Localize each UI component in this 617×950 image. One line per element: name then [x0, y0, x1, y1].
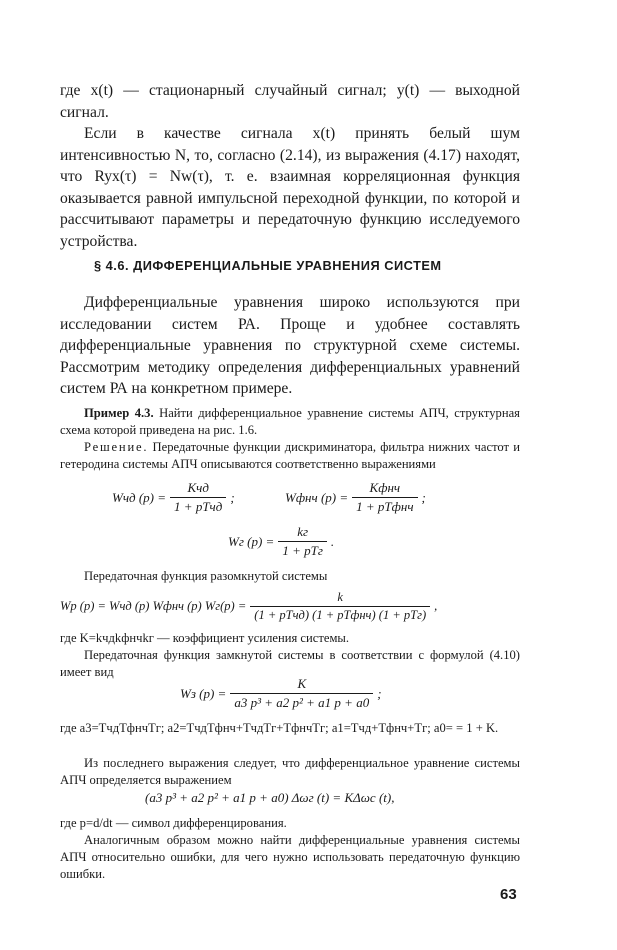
paragraph-closed-loop: Передаточная функция замкнутой системы в соответствии с формулой (4.10) имеет вид — [60, 648, 520, 679]
solution-text: Передаточные функции дискриминатора, фильтра нижних частот и гетеродина системы АПЧ описываются соответственно выражениями — [60, 440, 520, 471]
equation-wg: Wг (p) = $\frac{kг}{\text{1 + pTг}}$ . — [228, 524, 335, 558]
paragraph-gain-definition: где K=kчдkфнчkг — коэффициент усиления системы. — [60, 631, 350, 645]
section-heading: § 4.6. ДИФФЕРЕНЦИАЛЬНЫЕ УРАВНЕНИЯ СИСТЕМ — [94, 258, 442, 273]
paragraph-diff-intro: Из последнего выражения следует, что дифференциальное уравнение системы АПЧ определяется выражением — [60, 756, 520, 787]
paragraph-section-intro: Дифференциальные уравнения широко используются при исследовании систем РА. Проще и удобнее составлять дифференциальные уравнения по структурной схеме системы. Рассмотрим методику определения дифференциальных уравнений систем РА на конкретном примере. — [60, 294, 520, 397]
equation-wchd: Wчд (p) = $\frac{\text{Kчд}}{\text{1 + pTчд}}$ ; — [112, 480, 235, 514]
solution-label: Решение. — [84, 440, 149, 454]
equation-wfnch: Wфнч (p) = $\frac{\text{Kфнч}}{\text{1 + pTфнч}}$ ; — [285, 480, 426, 514]
paragraph-final: Аналогичным образом можно найти дифференциальные уравнения системы АПЧ относительно ошибки, для чего нужно использовать передаточную функцию ошибки. — [60, 833, 520, 881]
equation-differential: (a3 p³ + a2 p² + a1 p + a0) Δωг (t) = KΔωс (t), — [145, 790, 395, 805]
paragraph-white-noise: Если в качестве сигнала x(t) принять белый шум интенсивностью N, то, согласно (2.14), из выражения (4.17) находят, что Ryx(τ) = Nw(τ), т. е. взаимная корреляционная функция оказывается равной импульсной переходной функции, по которой и рассчитывают параметры и передаточную функцию исследуемого устройства. — [60, 125, 520, 250]
paragraph-open-loop: Передаточная функция разомкнутой системы — [84, 569, 328, 583]
equation-wp: Wр (p) = Wчд (p) Wфнч (p) Wг(p) = $\frac{k}{\text{(1 + pTчд) (1 + pTфнч) (1 + pTг)}}$ , — [60, 590, 438, 622]
paragraph-solution — [60, 439, 520, 473]
paragraph-signal-definition: где x(t) — стационарный случайный сигнал; y(t) — выходной сигнал. — [60, 82, 520, 121]
example-text: Найти дифференциальное уравнение системы АПЧ, структурная схема которой приведена на рис. 1.6. — [60, 406, 520, 437]
paragraph-p-definition: где p=d/dt — символ дифференцирования. — [60, 816, 287, 830]
equation-wz: Wз (p) = $\frac{K}{\text{a3 p³ + a2 p² + a1 p + a0}}$ ; — [180, 676, 382, 710]
page-number: 63 — [500, 886, 517, 903]
paragraph-example — [60, 405, 520, 439]
paragraph-coefficients: где a3=TчдTфнчTг; a2=TчдTфнч+TчдTг+TфнчTг; a1=Tчд+Tфнч+Tг; a0= = 1 + K. — [60, 721, 499, 735]
example-label: Пример 4.3. — [84, 406, 154, 420]
